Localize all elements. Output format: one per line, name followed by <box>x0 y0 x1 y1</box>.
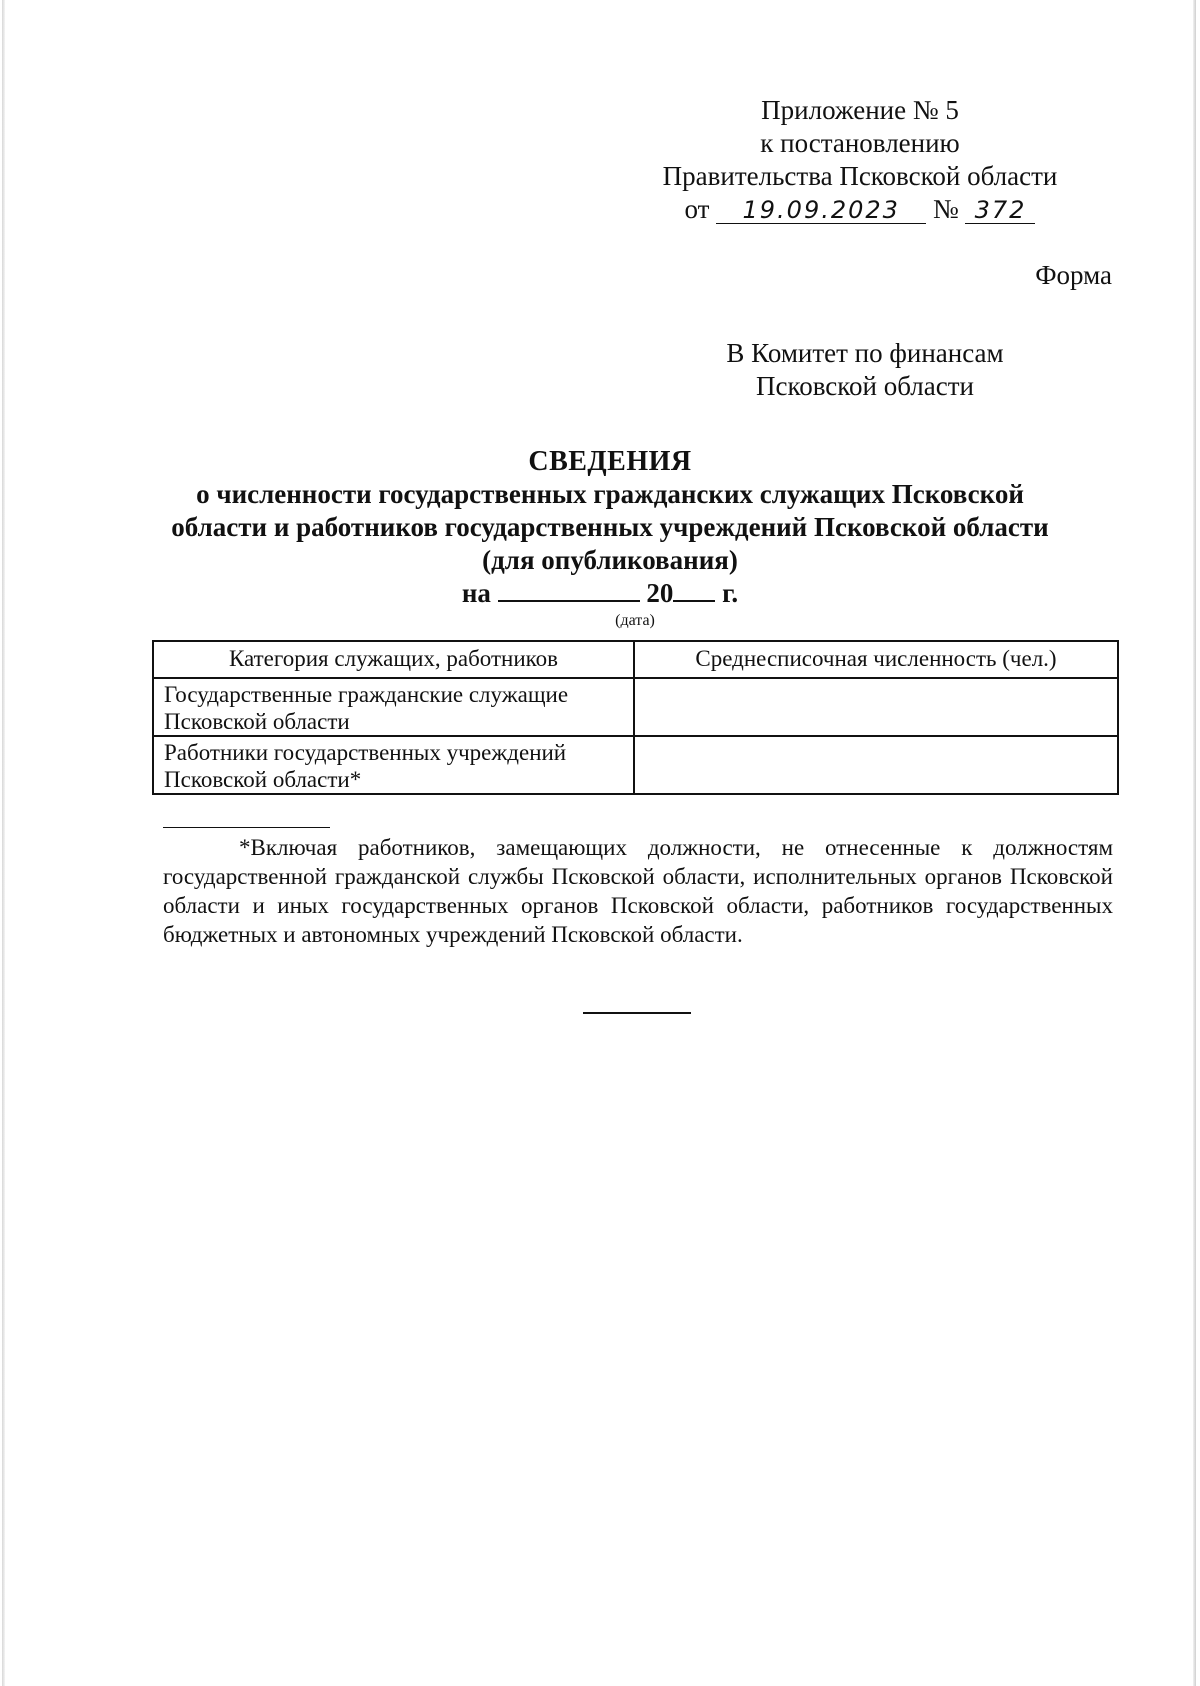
footnote-separator <box>163 827 330 828</box>
date-blank <box>498 578 640 602</box>
date-prefix: от <box>684 194 710 224</box>
number-prefix: № <box>932 194 959 224</box>
title-line-2: области и работников государственных учреждений Псковской области <box>171 512 1049 542</box>
date-row-suffix: г. <box>722 578 739 608</box>
document-title <box>130 445 1090 577</box>
report-date-row <box>0 578 1200 609</box>
recipient-line-1: В Комитет по финансам <box>726 338 1004 368</box>
handwritten-date: 19.09.2023 <box>716 197 926 224</box>
form-label: Форма <box>1035 260 1112 290</box>
date-row-century: 20 <box>646 578 674 608</box>
end-separator <box>583 1012 691 1014</box>
annex-block <box>640 94 1080 226</box>
annex-title: Приложение № 5 <box>761 95 959 125</box>
title-line-3: (для опубликования) <box>482 545 738 575</box>
footnote-text: *Включая работников, замещающих должности, не отнесенные к должностям государственной гражданской службы Псковской области, исполнительных органов Псковской области и иных государственных органов Псковской области, работников государственных бюджетных и автономных учреждений Псковской области. <box>163 835 1113 947</box>
header-category: Категория служащих, работников <box>153 641 634 678</box>
year-blank <box>673 578 715 602</box>
title-line-1: о численности государственных гражданских служащих Псковской <box>196 479 1024 509</box>
title-heading: СВЕДЕНИЯ <box>528 446 692 477</box>
handwritten-number: 372 <box>965 197 1035 224</box>
row-value <box>634 736 1118 794</box>
table-row <box>153 736 1118 794</box>
table-row <box>153 678 1118 736</box>
row-category: Работники государственных учреждений Псковской области* <box>153 736 634 794</box>
scan-edge-right <box>1193 0 1196 1686</box>
annex-date-line <box>640 193 1080 226</box>
recipient-block <box>680 337 1050 403</box>
staff-table <box>152 640 1119 795</box>
scan-edge-left <box>2 0 5 1686</box>
annex-subtitle: к постановлению <box>760 128 960 158</box>
annex-authority: Правительства Псковской области <box>662 161 1058 191</box>
table-header-row <box>153 641 1118 678</box>
header-headcount: Среднесписочная численность (чел.) <box>634 641 1118 678</box>
recipient-line-2: Псковской области <box>755 371 974 401</box>
row-value <box>634 678 1118 736</box>
row-category: Государственные гражданские служащие Псковской области <box>153 678 634 736</box>
date-row-prefix: на <box>461 578 491 608</box>
date-caption: (дата) <box>615 612 655 629</box>
